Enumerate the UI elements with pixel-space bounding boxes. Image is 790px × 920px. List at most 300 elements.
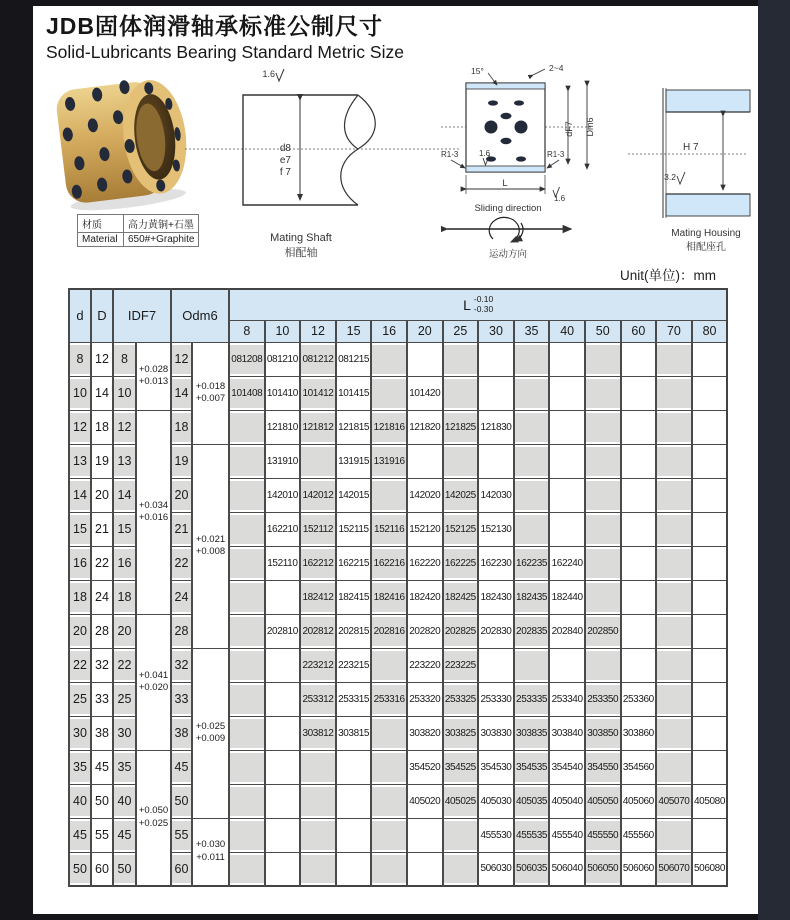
cell-part-number: 152115 (336, 512, 372, 546)
cell-part-number (656, 818, 692, 852)
cell-id: 22 (113, 648, 136, 682)
shaft-drawing (183, 61, 463, 261)
cell-part-number: 081208 (229, 342, 265, 376)
cell-part-number (656, 478, 692, 512)
cell-part-number: 152130 (478, 512, 514, 546)
housing-caption-zh: 相配座孔 (686, 242, 726, 253)
cell-part-number: 303835 (514, 716, 550, 750)
cell-D: 32 (91, 648, 113, 682)
bearing-radius-right (547, 150, 565, 168)
cell-part-number: 121810 (265, 410, 301, 444)
cell-part-number: 182440 (549, 580, 585, 614)
cell-part-number (656, 342, 692, 376)
cell-d: 40 (69, 784, 91, 818)
cell-part-number (229, 716, 265, 750)
cell-id-tolerance: +0.028 +0.013 (136, 342, 171, 410)
cell-part-number (692, 546, 728, 580)
cell-part-number (300, 750, 336, 784)
cell-part-number: 303830 (478, 716, 514, 750)
cell-part-number: 162220 (407, 546, 443, 580)
cell-d: 35 (69, 750, 91, 784)
cell-part-number: 081215 (336, 342, 372, 376)
cell-part-number (229, 682, 265, 716)
col-header-l-15: 15 (336, 320, 372, 342)
cell-part-number (692, 444, 728, 478)
bearing-top-band (466, 83, 545, 89)
cell-part-number (585, 546, 621, 580)
cell-part-number: 162215 (336, 546, 372, 580)
cell-d: 13 (69, 444, 91, 478)
cell-part-number: 182435 (514, 580, 550, 614)
cell-part-number (407, 852, 443, 886)
cell-part-number (692, 478, 728, 512)
cell-part-number: 162210 (265, 512, 301, 546)
cell-part-number: 303860 (621, 716, 657, 750)
col-header-d: d (69, 289, 91, 342)
cell-D: 22 (91, 546, 113, 580)
cell-id: 40 (113, 784, 136, 818)
cell-d: 10 (69, 376, 91, 410)
cell-part-number (443, 444, 479, 478)
col-header-l-25: 25 (443, 320, 479, 342)
cell-part-number (336, 852, 372, 886)
cell-part-number (549, 444, 585, 478)
col-header-l-70: 70 (656, 320, 692, 342)
cell-part-number: 253335 (514, 682, 550, 716)
cell-part-number (407, 818, 443, 852)
cell-part-number: 354530 (478, 750, 514, 784)
svg-text:1.6: 1.6 (479, 149, 491, 158)
cell-d: 50 (69, 852, 91, 886)
cell-part-number (265, 750, 301, 784)
col-header-L: L -0.10 -0.30 (229, 289, 727, 320)
cell-od: 18 (171, 410, 192, 444)
cell-od: 20 (171, 478, 192, 512)
cell-part-number: 405030 (478, 784, 514, 818)
cell-D: 12 (91, 342, 113, 376)
col-header-l-50: 50 (585, 320, 621, 342)
cell-part-number: 253315 (336, 682, 372, 716)
cell-part-number (514, 444, 550, 478)
col-header-l-30: 30 (478, 320, 514, 342)
cell-part-number: 142012 (300, 478, 336, 512)
cell-od: 55 (171, 818, 192, 852)
cell-D: 21 (91, 512, 113, 546)
housing-finish-symbol (664, 172, 685, 184)
cell-part-number (692, 410, 728, 444)
cell-part-number: 506070 (656, 852, 692, 886)
cell-part-number (549, 410, 585, 444)
cell-od: 14 (171, 376, 192, 410)
bearing-length-dim (466, 175, 545, 194)
cell-part-number: 303850 (585, 716, 621, 750)
cell-part-number: 303840 (549, 716, 585, 750)
cell-id: 35 (113, 750, 136, 784)
cell-part-number: 405025 (443, 784, 479, 818)
cell-part-number: 152112 (300, 512, 336, 546)
cell-part-number (621, 614, 657, 648)
cell-part-number: 131910 (265, 444, 301, 478)
cell-part-number: 101410 (265, 376, 301, 410)
cell-part-number: 506050 (585, 852, 621, 886)
cell-d: 16 (69, 546, 91, 580)
cell-part-number (371, 648, 407, 682)
material-value-en: 650#+Graphite (124, 233, 199, 247)
cell-part-number: 405080 (692, 784, 728, 818)
cell-part-number (549, 342, 585, 376)
svg-text:L: L (502, 178, 508, 189)
cell-D: 33 (91, 682, 113, 716)
cell-part-number (229, 580, 265, 614)
col-header-idf7: IDF7 (113, 289, 171, 342)
shaft-dim-e7: e7 (279, 155, 291, 166)
cell-part-number: 202816 (371, 614, 407, 648)
bearing-radius-left (441, 150, 465, 168)
cell-part-number (621, 342, 657, 376)
col-header-odm6: Odm6 (171, 289, 229, 342)
cell-part-number (229, 444, 265, 478)
cell-id: 10 (113, 376, 136, 410)
cell-part-number: 121816 (371, 410, 407, 444)
cell-d: 14 (69, 478, 91, 512)
cell-part-number (656, 546, 692, 580)
cell-od: 50 (171, 784, 192, 818)
cell-part-number (229, 546, 265, 580)
cell-part-number: 202835 (514, 614, 550, 648)
cell-part-number (692, 614, 728, 648)
cell-d: 12 (69, 410, 91, 444)
page-subtitle: Solid-Lubricants Bearing Standard Metric Size (46, 42, 404, 62)
cell-part-number: 455560 (621, 818, 657, 852)
sliding-direction-label-zh: 运动方向 (488, 249, 528, 260)
housing-top-block (666, 90, 750, 112)
cell-D: 14 (91, 376, 113, 410)
cell-d: 8 (69, 342, 91, 376)
cell-part-number: 182415 (336, 580, 372, 614)
shaft-dim-f7: f 7 (279, 167, 291, 178)
col-header-l-16: 16 (371, 320, 407, 342)
shaft-finish-symbol (262, 69, 284, 81)
shaft-break-line (341, 95, 376, 205)
cell-part-number (585, 410, 621, 444)
shaft-caption-zh: 相配轴 (284, 247, 318, 259)
cell-part-number: 405050 (585, 784, 621, 818)
bearing-finish-outer (553, 187, 566, 203)
cell-part-number (656, 512, 692, 546)
cell-part-number (265, 716, 301, 750)
cell-part-number: 131916 (371, 444, 407, 478)
cell-part-number: 142015 (336, 478, 372, 512)
cell-od: 21 (171, 512, 192, 546)
cell-part-number (549, 648, 585, 682)
housing-bore-dim: H 7 (683, 142, 699, 153)
cell-id: 13 (113, 444, 136, 478)
cell-part-number: 354525 (443, 750, 479, 784)
cell-part-number: 303825 (443, 716, 479, 750)
bearing-chamfer-length (533, 63, 564, 75)
cell-part-number: 405070 (656, 784, 692, 818)
cell-part-number: 202830 (478, 614, 514, 648)
cell-part-number: 202850 (585, 614, 621, 648)
cell-part-number (621, 546, 657, 580)
page-header (46, 8, 404, 63)
cell-part-number (621, 648, 657, 682)
cell-part-number: 303820 (407, 716, 443, 750)
cell-part-number (656, 716, 692, 750)
cell-part-number: 152110 (265, 546, 301, 580)
cell-part-number (478, 648, 514, 682)
cell-od-tolerance: +0.030 +0.011 (192, 818, 229, 886)
cell-part-number (621, 376, 657, 410)
bearing-bore-dim: dF7 (564, 121, 574, 137)
cell-part-number (549, 376, 585, 410)
cell-id-tolerance: +0.050 +0.025 (136, 750, 171, 886)
cell-part-number: 405035 (514, 784, 550, 818)
cell-part-number (621, 478, 657, 512)
cell-part-number (265, 818, 301, 852)
cell-part-number (229, 512, 265, 546)
cell-id: 16 (113, 546, 136, 580)
cell-part-number: 223212 (300, 648, 336, 682)
col-header-l-20: 20 (407, 320, 443, 342)
cell-part-number: 182412 (300, 580, 336, 614)
cell-part-number: 354560 (621, 750, 657, 784)
cell-part-number (478, 342, 514, 376)
sliding-direction-label-en: Sliding direction (474, 203, 542, 214)
cell-part-number (514, 376, 550, 410)
cell-part-number (514, 478, 550, 512)
svg-text:3.2: 3.2 (664, 172, 676, 182)
cell-part-number: 162225 (443, 546, 479, 580)
cell-d: 18 (69, 580, 91, 614)
cell-part-number (692, 580, 728, 614)
cell-part-number (229, 648, 265, 682)
cell-part-number (443, 342, 479, 376)
cell-part-number (514, 648, 550, 682)
col-header-l-35: 35 (514, 320, 550, 342)
cell-part-number: 506040 (549, 852, 585, 886)
cell-part-number: 253325 (443, 682, 479, 716)
cell-part-number (265, 682, 301, 716)
cell-part-number: 121820 (407, 410, 443, 444)
cell-od-tolerance: +0.018 +0.007 (192, 342, 229, 444)
cell-part-number: 142030 (478, 478, 514, 512)
cell-D: 20 (91, 478, 113, 512)
cell-part-number (621, 580, 657, 614)
cell-part-number (656, 444, 692, 478)
cell-part-number: 455535 (514, 818, 550, 852)
cell-part-number: 506060 (621, 852, 657, 886)
cell-part-number: 142010 (265, 478, 301, 512)
svg-text:R1-3: R1-3 (547, 150, 565, 159)
cell-part-number (585, 376, 621, 410)
cell-part-number (692, 716, 728, 750)
cell-part-number (656, 682, 692, 716)
cell-part-number (585, 342, 621, 376)
cell-part-number (656, 376, 692, 410)
bearing-drawing (441, 61, 633, 261)
cell-part-number (265, 784, 301, 818)
material-row-en (78, 233, 199, 247)
bearing-chamfer-angle (471, 66, 497, 85)
cell-part-number (621, 512, 657, 546)
cell-part-number: 303812 (300, 716, 336, 750)
spec-row-d12 (69, 410, 727, 444)
cell-part-number (585, 444, 621, 478)
cell-part-number: 162216 (371, 546, 407, 580)
cell-part-number (549, 512, 585, 546)
product-photo (45, 70, 197, 212)
cell-part-number: 142020 (407, 478, 443, 512)
cell-part-number (443, 376, 479, 410)
cell-part-number (407, 444, 443, 478)
cell-part-number: 253340 (549, 682, 585, 716)
cell-part-number: 354540 (549, 750, 585, 784)
cell-part-number (621, 444, 657, 478)
cell-od: 24 (171, 580, 192, 614)
spec-table (68, 288, 728, 887)
cell-part-number (585, 648, 621, 682)
cell-part-number: 202820 (407, 614, 443, 648)
cell-part-number (371, 784, 407, 818)
cell-part-number (336, 818, 372, 852)
cell-d: 22 (69, 648, 91, 682)
cell-part-number: 162240 (549, 546, 585, 580)
svg-text:1.6: 1.6 (554, 194, 566, 203)
cell-part-number (478, 376, 514, 410)
cell-part-number (336, 784, 372, 818)
page-title: JDB固体润滑轴承标准公制尺寸 (46, 13, 384, 39)
cell-od-tolerance: +0.021 +0.008 (192, 444, 229, 648)
cell-part-number: 081212 (300, 342, 336, 376)
cell-part-number (300, 784, 336, 818)
cell-part-number (514, 342, 550, 376)
cell-part-number (585, 580, 621, 614)
cell-part-number: 202812 (300, 614, 336, 648)
cell-D: 55 (91, 818, 113, 852)
cell-od: 38 (171, 716, 192, 750)
cell-part-number (621, 410, 657, 444)
cell-part-number (371, 716, 407, 750)
cell-part-number: 253330 (478, 682, 514, 716)
cell-part-number (265, 852, 301, 886)
cell-part-number (585, 512, 621, 546)
content-area (33, 6, 758, 914)
cell-part-number (371, 478, 407, 512)
cell-part-number (656, 410, 692, 444)
cell-d: 30 (69, 716, 91, 750)
cell-id-tolerance: +0.034 +0.016 (136, 410, 171, 614)
cell-part-number (478, 444, 514, 478)
cell-part-number: 354550 (585, 750, 621, 784)
col-header-l-8: 8 (229, 320, 265, 342)
cell-d: 25 (69, 682, 91, 716)
shaft-caption-en: Mating Shaft (270, 232, 332, 244)
cell-part-number: 455550 (585, 818, 621, 852)
cell-part-number: 081210 (265, 342, 301, 376)
cell-part-number: 152125 (443, 512, 479, 546)
unit-label: Unit(单位)：mm (620, 268, 716, 283)
cell-id: 18 (113, 580, 136, 614)
cell-id: 8 (113, 342, 136, 376)
cell-part-number: 253316 (371, 682, 407, 716)
housing-bottom-block (666, 194, 750, 216)
cell-part-number (692, 376, 728, 410)
cell-part-number: 506035 (514, 852, 550, 886)
cell-id-tolerance: +0.041 +0.020 (136, 614, 171, 750)
cell-part-number: 152120 (407, 512, 443, 546)
cell-d: 45 (69, 818, 91, 852)
cell-part-number (229, 410, 265, 444)
cell-part-number: 223215 (336, 648, 372, 682)
col-header-l-40: 40 (549, 320, 585, 342)
cell-part-number: 162230 (478, 546, 514, 580)
cell-part-number: 182430 (478, 580, 514, 614)
cell-part-number: 223220 (407, 648, 443, 682)
cell-part-number: 506030 (478, 852, 514, 886)
cell-part-number (692, 342, 728, 376)
cell-part-number: 202825 (443, 614, 479, 648)
cell-part-number (514, 512, 550, 546)
cell-part-number (656, 750, 692, 784)
cell-part-number (692, 648, 728, 682)
sliding-direction-arrows (447, 217, 571, 242)
cell-od: 60 (171, 852, 192, 886)
cell-id: 12 (113, 410, 136, 444)
bearing-od-dim: Dm6 (585, 117, 595, 137)
cell-part-number: 101412 (300, 376, 336, 410)
cell-id: 15 (113, 512, 136, 546)
cell-part-number (229, 818, 265, 852)
svg-text:2~4: 2~4 (549, 63, 564, 73)
cell-part-number: 303815 (336, 716, 372, 750)
cell-part-number: 405060 (621, 784, 657, 818)
cell-part-number: 202810 (265, 614, 301, 648)
cell-D: 18 (91, 410, 113, 444)
cell-part-number: 142025 (443, 478, 479, 512)
cell-id: 14 (113, 478, 136, 512)
cell-od: 12 (171, 342, 192, 376)
cell-part-number (371, 342, 407, 376)
cell-id: 50 (113, 852, 136, 886)
svg-text:R1-3: R1-3 (441, 150, 459, 159)
cell-part-number: 182416 (371, 580, 407, 614)
cell-part-number (336, 750, 372, 784)
cell-part-number (656, 648, 692, 682)
col-header-l-12: 12 (300, 320, 336, 342)
cell-part-number: 121825 (443, 410, 479, 444)
spec-row-d20 (69, 614, 727, 648)
housing-drawing (628, 64, 758, 254)
cell-id: 25 (113, 682, 136, 716)
cell-part-number: 162212 (300, 546, 336, 580)
cell-part-number (371, 852, 407, 886)
cell-part-number: 182420 (407, 580, 443, 614)
cell-part-number (407, 342, 443, 376)
cell-part-number (229, 784, 265, 818)
cell-D: 24 (91, 580, 113, 614)
cell-part-number: 506080 (692, 852, 728, 886)
cell-od: 45 (171, 750, 192, 784)
svg-text:15°: 15° (471, 66, 484, 76)
cell-part-number (443, 852, 479, 886)
cell-d: 15 (69, 512, 91, 546)
cell-part-number (692, 682, 728, 716)
cell-part-number (371, 818, 407, 852)
cell-part-number (229, 614, 265, 648)
cell-part-number: 162235 (514, 546, 550, 580)
cell-part-number (265, 580, 301, 614)
